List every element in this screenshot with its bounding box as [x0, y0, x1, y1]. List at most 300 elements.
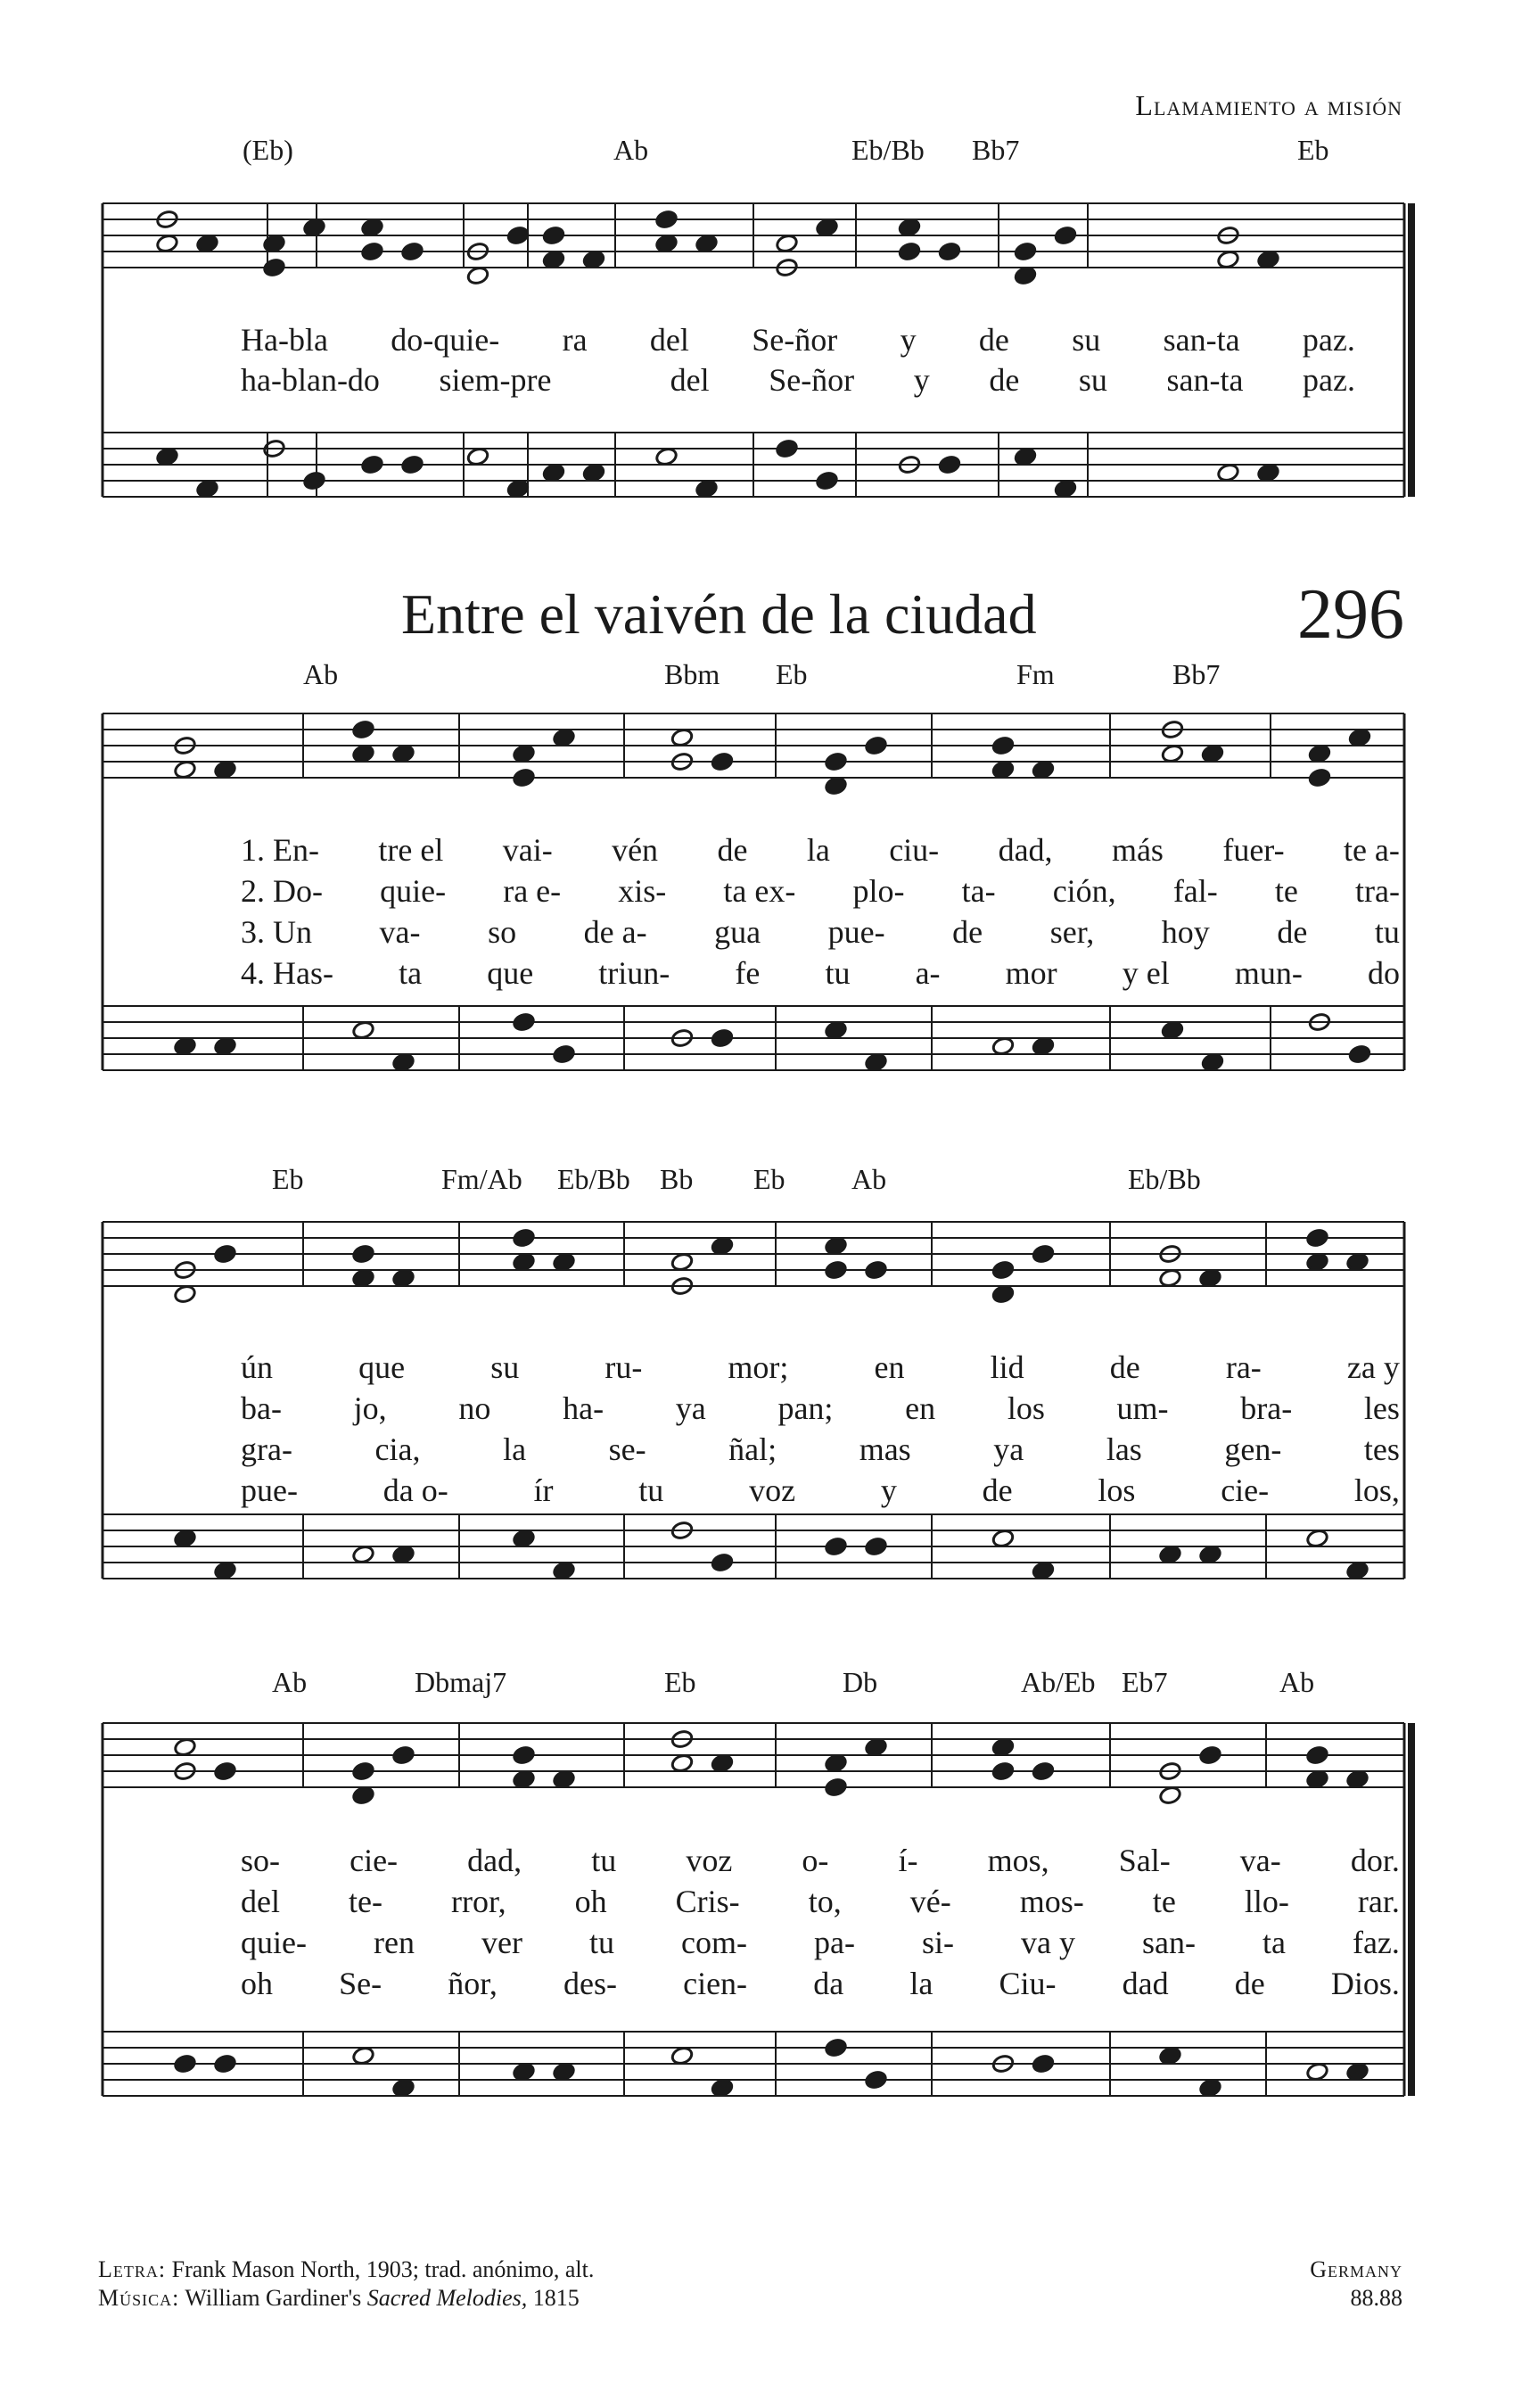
lyric-syllable: tu — [588, 1925, 614, 1960]
lyric-syllable: mos, — [987, 1843, 1049, 1878]
lyric-syllable: gua — [714, 914, 761, 950]
chord-label: Dbmaj7 — [415, 1666, 507, 1698]
note-head — [173, 1529, 196, 1549]
lyric-syllable: gen- — [1224, 1431, 1282, 1467]
lyric-syllable: en — [905, 1390, 936, 1426]
note-head — [552, 1044, 575, 1065]
lyric-syllable: en — [874, 1349, 905, 1385]
lyric-syllable: oh — [241, 1966, 273, 2001]
lyric-syllable: de — [989, 362, 1020, 398]
lyric-syllable: y — [913, 362, 930, 398]
note-head — [391, 1052, 415, 1073]
lyric-syllable: Ha-bla — [241, 322, 328, 358]
note-head — [582, 463, 605, 483]
note-head — [711, 1553, 734, 1573]
note-head — [512, 744, 535, 764]
chord-label: Ab — [851, 1163, 887, 1195]
lyric-syllable: si- — [921, 1925, 954, 1960]
lyric-syllable: mor; — [728, 1349, 789, 1385]
lyric-syllable: de — [1234, 1966, 1265, 2001]
lyric-syllable: mun- — [1234, 955, 1303, 991]
credit-year: 1815 — [532, 2285, 580, 2311]
note-head — [351, 2046, 374, 2066]
note-head — [466, 447, 489, 467]
note-head — [173, 1036, 196, 1057]
note-head — [1161, 1020, 1184, 1041]
note-head — [695, 234, 718, 254]
credit-label: Música: — [98, 2285, 180, 2311]
lyric-syllable: Ciu- — [999, 1966, 1057, 2001]
note-head — [1054, 226, 1077, 246]
chord-label: Fm — [1016, 658, 1055, 690]
lyric-syllable: ra — [562, 322, 588, 358]
lyric-syllable: 4. Has- — [241, 955, 333, 991]
lyric-syllable: de — [1277, 914, 1308, 950]
note-head — [506, 479, 530, 499]
lyric-syllable: ta- — [961, 873, 996, 909]
note-head — [213, 2054, 236, 2074]
note-head — [262, 234, 285, 254]
lyric-syllable: 2. Do- — [241, 873, 323, 909]
note-head — [552, 1252, 575, 1273]
lyric-syllable: vén — [612, 832, 659, 868]
lyric-syllable: dad, — [467, 1843, 522, 1878]
chord-label: Bb — [660, 1163, 694, 1195]
lyric-syllable: do-quie- — [391, 322, 500, 358]
note-head — [711, 752, 734, 772]
note-head — [351, 1761, 374, 1782]
note-head — [824, 1236, 847, 1257]
note-head — [670, 1252, 694, 1273]
lyric-syllable: ra e- — [503, 873, 562, 909]
lyric-syllable: tu — [591, 1843, 617, 1878]
lyric-syllable: bra- — [1240, 1390, 1293, 1426]
note-head — [542, 226, 565, 246]
lyric-syllable: ñal; — [728, 1431, 777, 1467]
chord-label: Ab — [272, 1666, 308, 1698]
note-head — [991, 1737, 1015, 1758]
note-head — [195, 234, 218, 254]
lyric-syllable: í- — [898, 1843, 918, 1878]
lyric-syllable: Se- — [339, 1966, 382, 2001]
note-head — [155, 447, 178, 467]
chord-label: Ab — [1279, 1666, 1315, 1698]
note-head — [991, 760, 1015, 780]
lyric-syllable: ta — [399, 955, 423, 991]
lyric-syllable: pue- — [827, 914, 885, 950]
note-head — [1198, 1745, 1221, 1766]
credit-label: Letra: — [98, 2256, 167, 2282]
note-head — [1305, 1228, 1328, 1249]
note-head — [1032, 760, 1055, 780]
lyric-syllable: les — [1363, 1390, 1400, 1426]
note-head — [512, 1745, 535, 1766]
note-head — [391, 1268, 415, 1289]
lyric-syllable: so — [488, 914, 517, 950]
note-head — [1158, 1785, 1181, 1806]
lyric-syllable: Sal- — [1118, 1843, 1171, 1878]
lyric-syllable: y — [880, 1472, 897, 1508]
note-head — [360, 218, 383, 238]
note-head — [262, 258, 285, 278]
note-head — [824, 1753, 847, 1774]
note-head — [512, 1252, 535, 1273]
lyric-syllable: de — [717, 832, 748, 868]
lyric-syllable: tre el — [378, 832, 444, 868]
note-head — [1014, 242, 1037, 262]
lyric-syllable: ñor, — [448, 1966, 498, 2001]
note-head — [711, 1753, 734, 1774]
note-head — [898, 242, 921, 262]
lyric-syllable: ya — [675, 1390, 706, 1426]
note-head — [1345, 1769, 1369, 1790]
note-head — [351, 744, 374, 764]
lyric-syllable: plo- — [852, 873, 905, 909]
lyric-syllable: los — [1098, 1472, 1136, 1508]
meter: 88.88 — [1350, 2285, 1402, 2311]
lyric-syllable: san- — [1141, 1925, 1196, 1960]
lyric-syllable: del — [649, 322, 689, 358]
lyric-syllable: vai- — [502, 832, 553, 868]
note-head — [351, 1545, 374, 1565]
note-head — [391, 744, 415, 764]
lyric-syllable: um- — [1116, 1390, 1169, 1426]
lyric-syllable: se- — [608, 1431, 646, 1467]
lyric-syllable: ta ex- — [723, 873, 796, 909]
note-head — [512, 1769, 535, 1790]
credit-source: Sacred Melodies, — [366, 2285, 528, 2311]
lyric-syllable: Se-ñor — [752, 322, 838, 358]
note-head — [670, 728, 694, 748]
note-head — [512, 768, 535, 788]
chord-label: Ab — [613, 134, 649, 166]
note-head — [695, 479, 718, 499]
lyric-syllable: la — [503, 1431, 527, 1467]
lyric-syllable: jo, — [353, 1390, 387, 1426]
lyric-syllable: do — [1367, 955, 1400, 991]
lyric-syllable: dad, — [998, 832, 1053, 868]
lyric-syllable: da — [813, 1966, 844, 2001]
note-head — [1198, 1545, 1221, 1565]
note-head — [213, 1561, 236, 1581]
note-head — [1158, 1268, 1181, 1289]
lyric-syllable: Cris- — [675, 1884, 740, 1919]
note-head — [1201, 1052, 1224, 1073]
section-label: Llamamiento a misión — [1135, 89, 1402, 121]
note-head — [824, 776, 847, 796]
note-head — [213, 760, 236, 780]
note-head — [1305, 2062, 1328, 2082]
lyric-syllable: paz. — [1303, 362, 1355, 398]
note-head — [351, 1020, 374, 1041]
lyric-syllable: dor. — [1350, 1843, 1400, 1878]
note-head — [864, 1052, 887, 1073]
note-head — [824, 2038, 847, 2058]
lyric-syllable: no — [458, 1390, 491, 1426]
note-head — [1032, 1761, 1055, 1782]
lyric-syllable: cie- — [1221, 1472, 1270, 1508]
lyric-syllable: xis- — [618, 873, 667, 909]
note-head — [654, 234, 678, 254]
note-head — [991, 1529, 1015, 1549]
lyric-syllable: ya — [993, 1431, 1024, 1467]
lyric-syllable: tes — [1363, 1431, 1400, 1467]
note-head — [213, 1036, 236, 1057]
lyric-syllable: fuer- — [1222, 832, 1285, 868]
note-head — [351, 720, 374, 740]
note-head — [155, 234, 178, 254]
lyric-syllable: te — [1274, 873, 1298, 909]
lyric-syllable: mos- — [1019, 1884, 1084, 1919]
lyric-syllable: cien- — [683, 1966, 748, 2001]
lyric-syllable: paz. — [1302, 322, 1355, 358]
lyric-syllable: del — [241, 1884, 280, 1919]
lyric-syllable: ba- — [241, 1390, 282, 1426]
chord-label: Eb — [753, 1163, 785, 1195]
note-head — [512, 1012, 535, 1033]
note-head — [864, 736, 887, 756]
lyric-syllable: faz. — [1352, 1925, 1400, 1960]
note-head — [670, 1753, 694, 1774]
chord-label: Eb/Bb — [1128, 1163, 1201, 1195]
note-head — [1256, 250, 1279, 270]
note-head — [1014, 266, 1037, 286]
note-head — [391, 1545, 415, 1565]
note-head — [864, 2070, 887, 2091]
lyric-syllable: rror, — [451, 1884, 506, 1919]
lyric-syllable: tra- — [1355, 873, 1400, 909]
lyric-syllable: so- — [241, 1843, 280, 1878]
lyric-syllable: o- — [802, 1843, 829, 1878]
note-head — [302, 218, 325, 238]
lyric-syllable: 3. Un — [241, 914, 312, 950]
lyric-syllable: las — [1106, 1431, 1142, 1467]
note-head — [1032, 2054, 1055, 2074]
note-head — [351, 1268, 374, 1289]
note-head — [711, 2078, 734, 2099]
note-head — [1308, 768, 1331, 788]
lyric-syllable: quie- — [380, 873, 447, 909]
note-head — [1348, 728, 1371, 748]
note-head — [711, 1028, 734, 1049]
note-head — [552, 2062, 575, 2082]
lyric-syllable: te a- — [1343, 832, 1400, 868]
note-head — [400, 242, 424, 262]
lyric-syllable: fe — [735, 955, 761, 991]
note-head — [815, 218, 838, 238]
note-head — [824, 1020, 847, 1041]
chord-label: Eb/Bb — [557, 1163, 630, 1195]
note-head — [173, 760, 196, 780]
note-head — [864, 1537, 887, 1557]
note-head — [991, 1284, 1015, 1305]
lyric-syllable: rar. — [1357, 1884, 1400, 1919]
note-head — [938, 455, 961, 475]
note-head — [552, 1561, 575, 1581]
lyric-syllable: más — [1111, 832, 1164, 868]
note-head — [582, 250, 605, 270]
lyric-syllable: za y — [1346, 1349, 1400, 1385]
note-head — [506, 226, 530, 246]
note-head — [711, 1236, 734, 1257]
note-head — [1201, 744, 1224, 764]
lyric-syllable: pue- — [241, 1472, 298, 1508]
note-head — [824, 1260, 847, 1281]
lyric-syllable: ciu- — [889, 832, 940, 868]
note-head — [991, 1260, 1015, 1281]
note-head — [466, 266, 489, 286]
lyric-syllable: voz — [686, 1843, 733, 1878]
note-head — [1345, 1252, 1369, 1273]
text-credit — [98, 2256, 594, 2283]
note-head — [213, 1244, 236, 1265]
note-head — [1345, 2062, 1369, 2082]
note-head — [1305, 1745, 1328, 1766]
lyric-syllable: su — [1078, 362, 1107, 398]
lyric-syllable: cia, — [374, 1431, 421, 1467]
lyric-syllable: da o- — [382, 1472, 448, 1508]
lyric-syllable: voz — [749, 1472, 796, 1508]
lyric-syllable: siem-pre — [439, 362, 552, 398]
note-head — [1158, 2046, 1181, 2066]
chord-label: Ab — [303, 658, 339, 690]
note-head — [1198, 1268, 1221, 1289]
note-head — [815, 471, 838, 491]
music-credit — [98, 2285, 580, 2312]
lyric-syllable: y — [900, 322, 917, 358]
note-head — [1014, 447, 1037, 467]
lyric-syllable: lid — [990, 1349, 1024, 1385]
lyric-syllable: de — [978, 322, 1009, 358]
chord-label: Eb — [1297, 134, 1329, 166]
lyric-syllable: gra- — [241, 1431, 292, 1467]
note-head — [512, 1228, 535, 1249]
note-head — [1305, 1769, 1328, 1790]
note-head — [351, 1244, 374, 1265]
note-head — [864, 1260, 887, 1281]
lyric-syllable: triun- — [598, 955, 670, 991]
lyric-syllable: dad — [1122, 1966, 1169, 2001]
chord-label: Eb7 — [1122, 1666, 1168, 1698]
note-head — [1308, 744, 1331, 764]
note-head — [1256, 463, 1279, 483]
note-head — [360, 455, 383, 475]
chord-label: Bb7 — [1172, 658, 1221, 690]
note-head — [302, 471, 325, 491]
note-head — [824, 1777, 847, 1798]
lyric-syllable: ru- — [605, 1349, 643, 1385]
lyric-syllable: 1. En- — [241, 832, 319, 868]
lyric-syllable: la — [806, 832, 830, 868]
lyric-syllable: los, — [1353, 1472, 1400, 1508]
note-head — [213, 1761, 236, 1782]
note-head — [1198, 2078, 1221, 2099]
lyric-syllable: va- — [379, 914, 421, 950]
lyric-syllable: pan; — [777, 1390, 834, 1426]
tune-name: Germany — [1310, 2256, 1402, 2282]
lyric-syllable: tu — [638, 1472, 664, 1508]
lyric-syllable: san-ta — [1163, 322, 1240, 358]
note-head — [1161, 744, 1184, 764]
note-head — [824, 752, 847, 772]
lyric-syllable: ír — [533, 1472, 554, 1508]
note-head — [391, 1745, 415, 1766]
note-head — [1158, 1545, 1181, 1565]
lyric-syllable: a- — [915, 955, 941, 991]
lyric-syllable: la — [909, 1966, 933, 2001]
lyric-syllable: va- — [1239, 1843, 1281, 1878]
chord-label: Eb — [776, 658, 808, 690]
lyric-syllable: ra- — [1225, 1349, 1262, 1385]
lyric-syllable: oh — [574, 1884, 607, 1919]
note-head — [1345, 1561, 1369, 1581]
lyric-syllable: los — [1007, 1390, 1045, 1426]
note-head — [400, 455, 424, 475]
note-head — [991, 1761, 1015, 1782]
lyric-syllable: te- — [349, 1884, 382, 1919]
note-head — [991, 736, 1015, 756]
chord-label: Eb — [272, 1163, 304, 1195]
note-head — [991, 1036, 1015, 1057]
lyric-syllable: va y — [1020, 1925, 1075, 1960]
lyric-syllable: ha-blan-do — [241, 362, 380, 398]
lyric-syllable: su — [1072, 322, 1101, 358]
note-head — [173, 1737, 196, 1758]
note-head — [1032, 1036, 1055, 1057]
chord-label: Eb/Bb — [851, 134, 925, 166]
note-head — [864, 1737, 887, 1758]
note-head — [654, 447, 678, 467]
note-head — [195, 479, 218, 499]
hymn-title: Entre el vaivén de la ciudad — [401, 582, 1037, 646]
chord-label: Eb — [664, 1666, 696, 1698]
note-head — [360, 242, 383, 262]
note-head — [824, 1537, 847, 1557]
note-head — [654, 210, 678, 230]
lyric-syllable: ha- — [563, 1390, 605, 1426]
note-head — [512, 1529, 535, 1549]
lyric-syllable: ción, — [1052, 873, 1116, 909]
lyric-syllable: tu — [1374, 914, 1400, 950]
lyric-syllable: mas — [859, 1431, 911, 1467]
lyric-syllable: Dios. — [1330, 1966, 1400, 2001]
lyric-syllable: que — [358, 1349, 406, 1385]
lyric-syllable: to, — [808, 1884, 842, 1919]
lyric-syllable: mor — [1005, 955, 1057, 991]
lyric-syllable: de — [952, 914, 983, 950]
lyric-syllable: fal- — [1172, 873, 1218, 909]
note-head — [670, 2046, 694, 2066]
chord-label: Db — [843, 1666, 878, 1698]
chord-label: Bb7 — [972, 134, 1020, 166]
lyric-syllable: ver — [481, 1925, 522, 1960]
lyric-syllable: quie- — [241, 1925, 307, 1960]
lyric-syllable: pa- — [813, 1925, 855, 1960]
chord-label: Fm/Ab — [441, 1163, 522, 1195]
chord-label: Bbm — [664, 658, 720, 690]
lyric-syllable: san-ta — [1166, 362, 1244, 398]
note-head — [775, 439, 798, 459]
note-head — [173, 1284, 196, 1305]
lyric-syllable: del — [670, 362, 710, 398]
note-head — [552, 1769, 575, 1790]
note-head — [1216, 250, 1239, 270]
credit-value: William Gardiner's — [185, 2285, 362, 2311]
note-head — [512, 2062, 535, 2082]
lyric-syllable: y el — [1122, 955, 1170, 991]
note-head — [351, 1785, 374, 1806]
lyric-syllable: te — [1152, 1884, 1176, 1919]
